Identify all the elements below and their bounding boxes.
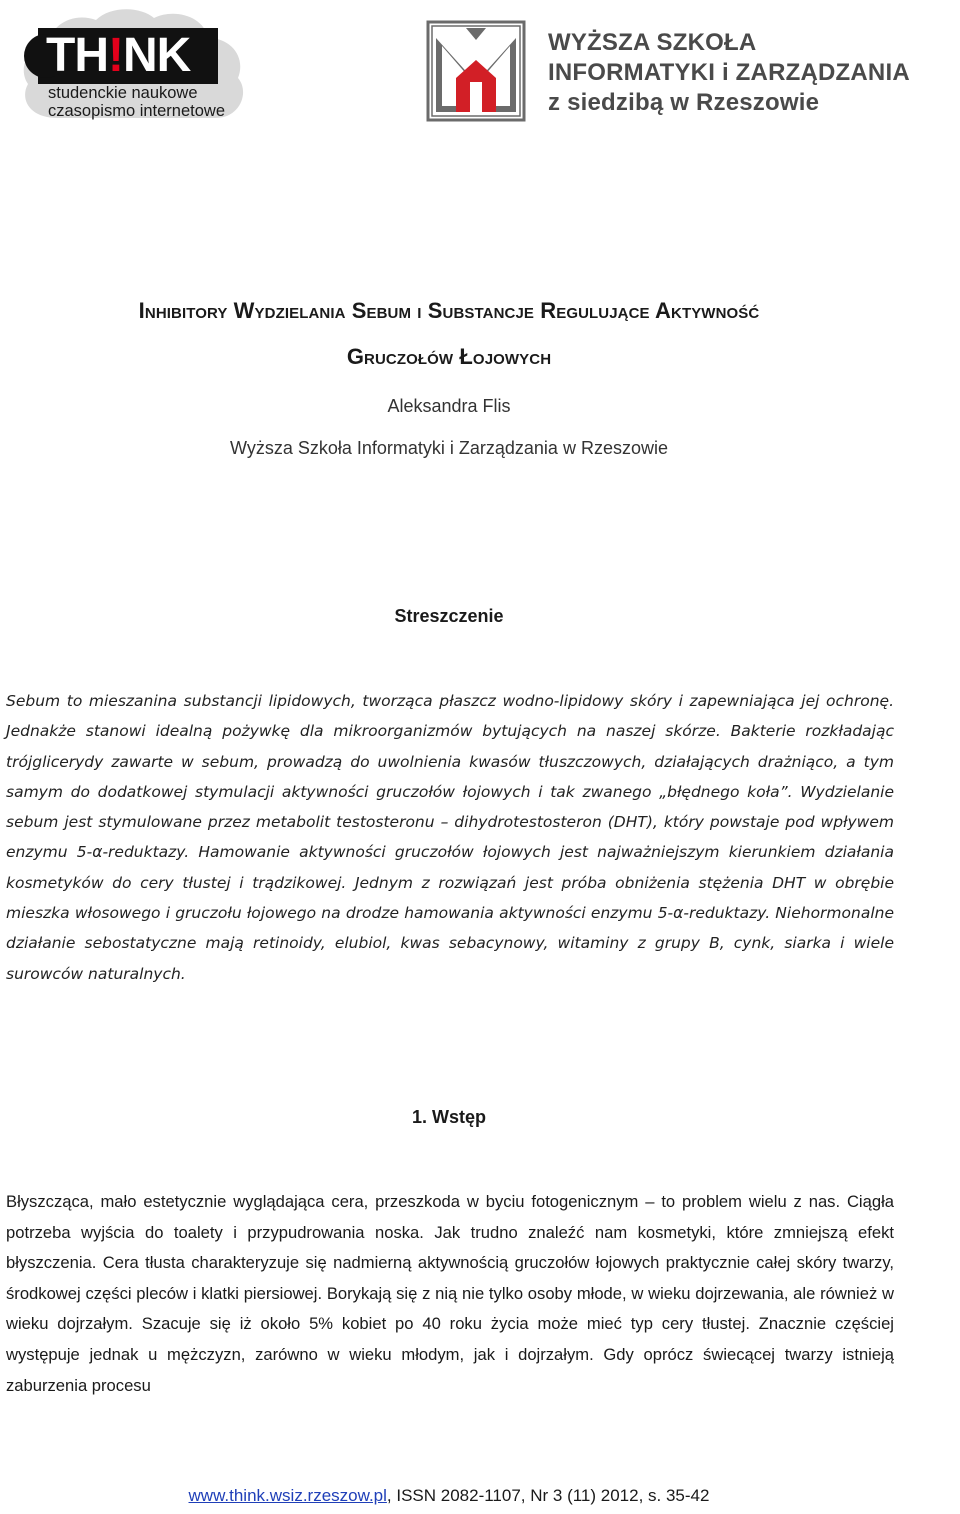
intro-body: [6, 1187, 894, 1401]
wsiz-wordmark: [548, 28, 910, 118]
citation-text: , ISSN 2082-1107, Nr 3 (11) 2012, s. 35-42: [386, 1486, 710, 1505]
author-affiliation: Wyższa Szkoła Informatyki i Zarządzania w Rzeszowie: [230, 438, 668, 458]
think-logo: [18, 6, 250, 124]
page-footer: [0, 1486, 898, 1506]
wsiz-line2: INFORMATYKI i ZARZĄDZANIA: [548, 59, 910, 86]
abstract-paragraph: Sebum to mieszanina substancji lipidowych, tworząca płaszcz wodno-lipidowy skóry i zapewniająca jej ochronę. Jednakże stanowi idealną pożywkę dla mikroorganizmów bytujących na naszej skórze. Bakterie rozkładając trójglicerydy zawarte w sebum, prowadzą do uwolnienia kwasów tłuszczowych, działających drażniąco, a tym samym do dodatkowej stymulacji aktywności gruczołów łojowych i tak zwanego „błędnego koła”. Wydzielanie sebum jest stymulowane przez metabolit testosteronu – dihydrotestosteron (DHT), który powstaje pod wpływem enzymu 5-α-reduktazy. Hamowanie aktywności gruczołów łojowych jest najważniejszym kierunkiem działania kosmetyków do cery tłustej i trądzikowej. Jednym z rozwiązań jest próba obniżenia stężenia DHT w obrębie mieszka włosowego i gruczołu łojowego na drodze hamowania aktywności enzymu 5-α-reduktazy. Niehormonalne działanie sebostatyczne mają retinoidy, elubiol, kwas sebacynowy, witaminy z grupy B, cynk, siarka i wiele surowców naturalnych.: [6, 692, 894, 983]
page-header: [0, 0, 960, 140]
wsiz-emblem-icon: [426, 20, 526, 122]
author-name: Aleksandra Flis: [387, 396, 511, 416]
journal-link[interactable]: www.think.wsiz.rzeszow.pl: [188, 1486, 387, 1505]
think-wordmark: [46, 29, 191, 82]
article-title-line2: Gruczołów Łojowych: [346, 344, 552, 369]
section-heading-intro: 1. Wstęp: [411, 1107, 486, 1127]
article-title-line1: Inhibitory Wydzielania Sebum i Substancje Regulujące Aktywność: [138, 298, 760, 323]
think-word-part-exclaim: !: [107, 29, 123, 82]
think-word-part-th: TH: [46, 29, 108, 82]
wsiz-line3: z siedzibą w Rzeszowie: [548, 89, 820, 116]
think-subtitle-line2: czasopismo internetowe: [48, 102, 226, 120]
abstract-body: [6, 686, 894, 989]
intro-paragraph: Błyszcząca, mało estetycznie wyglądająca cera, przeszkoda w byciu fotogenicznym – to problem wielu z nas. Ciągła potrzeba wyjścia do toalety i przypudrowania noska. Jak trudno znaleźć nam kosmetyki, które zmniejszą efekt błyszczenia. Cera tłusta charakteryzuje się nadmierną aktywnością gruczołów łojowych praktycznie całej skóry twarzy, środkowej części pleców i klatki piersiowej. Borykają się z nią nie tylko osoby młode, w wieku dojrzewania, ale również w wieku dojrzałym. Szacuje się iż około 5% kobiet po 40 roku życia może mieć typ cery tłustej. Znacznie częściej występuje jednak u mężczyzn, zarówno w wieku młodym, jak i dojrzałym. Gdy oprócz świecącej twarzy istnieją zaburzenia procesu: [6, 1192, 894, 1395]
abstract-heading: Streszczenie: [394, 606, 504, 626]
wsiz-line1: WYŻSZA SZKOŁA: [548, 29, 757, 56]
think-word-part-nk: NK: [122, 29, 191, 82]
think-subtitle-line1: studenckie naukowe: [48, 84, 198, 102]
